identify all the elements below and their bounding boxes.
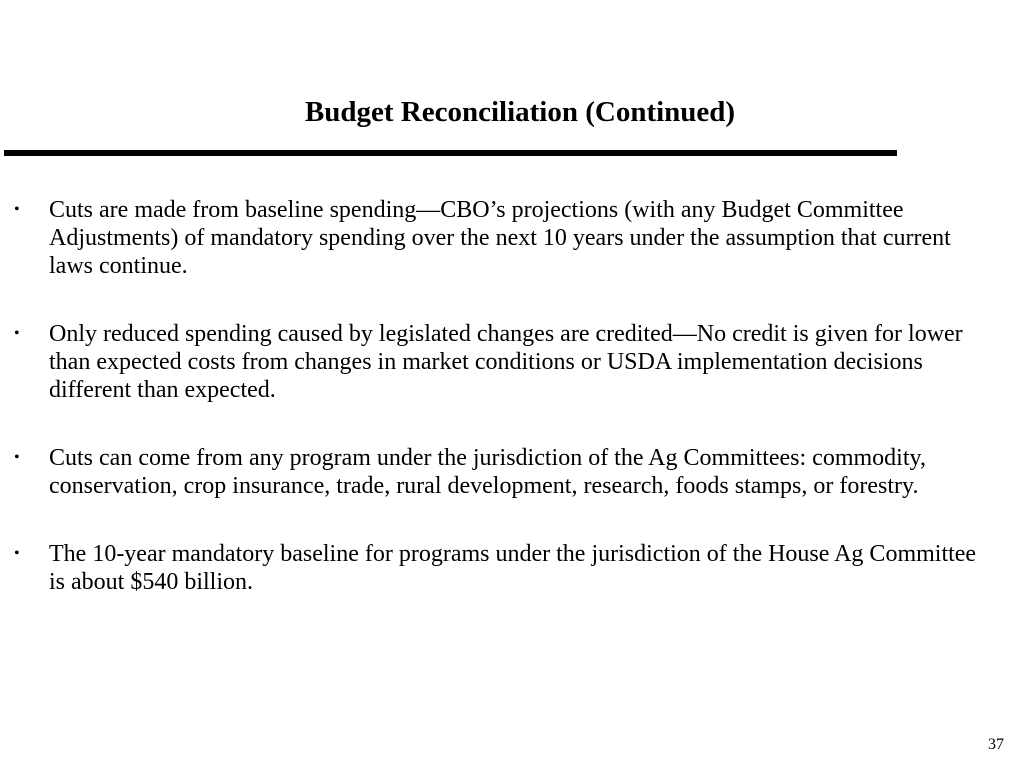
bullet-list (0, 196, 1024, 596)
bullet-text: Cuts can come from any program under the jurisdiction of the Ag Committees: commodity, conservation, crop insurance, trade, rural development, research, foods stamps, or forestry. (49, 445, 926, 499)
bullet-item-1 (0, 196, 1024, 280)
bullet-dot-icon: • (14, 449, 20, 466)
title-underline-divider (4, 150, 897, 156)
bullet-text: Only reduced spending caused by legislated changes are credited—No credit is given for lower than expected costs from changes in market conditions or USDA implementation decisions different than expected. (49, 321, 963, 403)
bullet-item-4 (0, 540, 1024, 596)
bullet-item-2 (0, 320, 1024, 404)
bullet-text: Cuts are made from baseline spending—CBO’s projections (with any Budget Committee Adjustments) of mandatory spending over the next 10 years under the assumption that current laws continue. (49, 197, 951, 279)
bullet-item-3 (0, 444, 1024, 500)
bullet-dot-icon: • (14, 201, 20, 218)
bullet-dot-icon: • (14, 325, 20, 342)
page-number: 37 (988, 736, 1004, 753)
slide-title: Budget Reconciliation (Continued) (304, 96, 736, 128)
bullet-text: The 10-year mandatory baseline for programs under the jurisdiction of the House Ag Committee is about $540 billion. (49, 541, 977, 595)
bullet-dot-icon: • (14, 545, 20, 562)
